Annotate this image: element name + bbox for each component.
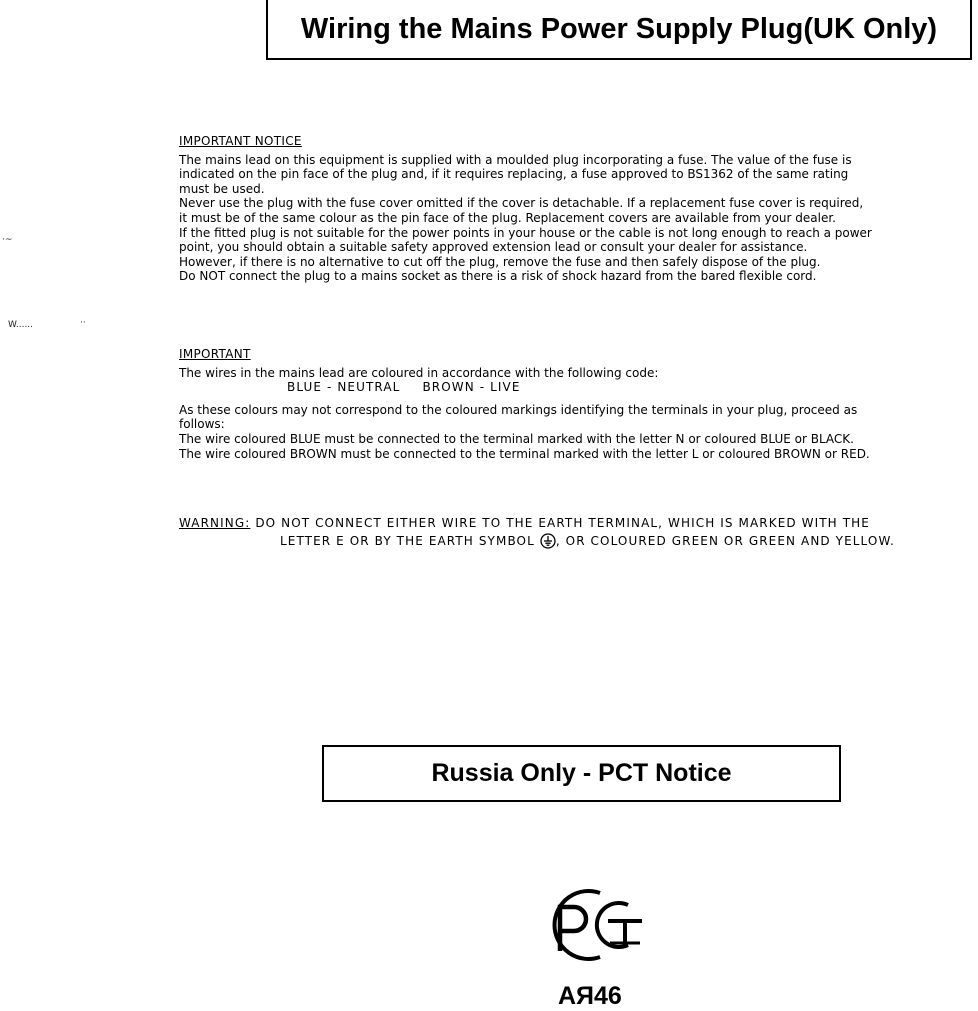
important-heading: IMPORTANT	[179, 347, 251, 361]
scan-mark: ··	[80, 318, 86, 328]
pct-code: AЯ46	[558, 982, 622, 1010]
notice-line: indicated on the pin face of the plug and, if it requires replacing, a fuse approved to BS1362 of the same rating	[179, 167, 849, 182]
important-line: The wire coloured BLUE must be connected to the terminal marked with the letter N or coloured BLUE or BLACK.	[179, 431, 854, 446]
important-line: follows:	[179, 417, 225, 432]
warning-line-2a: LETTER E OR BY THE EARTH SYMBOL	[280, 534, 535, 548]
warning-block	[179, 514, 969, 550]
warning-label: WARNING:	[179, 516, 251, 530]
important-section	[179, 347, 969, 461]
uk-title: Wiring the Mains Power Supply Plug(UK Only)	[300, 12, 938, 45]
notice-line: point, you should obtain a suitable safety approved extension lead or consult your dealer for assistance.	[179, 240, 808, 255]
warning-line-1: DO NOT CONNECT EITHER WIRE TO THE EARTH TERMINAL, WHICH IS MARKED WITH THE	[255, 516, 870, 530]
code-brown: BROWN - LIVE	[422, 380, 521, 395]
warning-line-2b: , OR COLOURED GREEN OR GREEN AND YELLOW.	[555, 534, 895, 548]
earth-symbol-icon	[540, 533, 556, 549]
notice-line: However, if there is no alternative to cut off the plug, remove the fuse and then safely dispose of the plug.	[179, 254, 821, 269]
russia-title-box	[322, 745, 841, 802]
notice-line: it must be of the same colour as the pin face of the plug. Replacement covers are available from your dealer.	[179, 210, 836, 225]
notice-line: must be used.	[179, 181, 265, 196]
notice-line: Never use the plug with the fuse cover omitted if the cover is detachable. If a replacement fuse cover is required,	[179, 196, 864, 211]
important-line: The wire coloured BROWN must be connected to the terminal marked with the letter L or coloured BROWN or RED.	[179, 446, 870, 461]
important-line: As these colours may not correspond to the coloured markings identifying the terminals in your plug, proceed as	[179, 402, 858, 417]
scan-mark: ·~	[2, 235, 13, 245]
important-notice-section	[179, 134, 969, 284]
uk-title-box	[266, 0, 972, 60]
notice-line: The mains lead on this equipment is supplied with a moulded plug incorporating a fuse. The value of the fuse is	[179, 152, 852, 167]
colour-code-line	[179, 380, 969, 395]
pct-certification-logo	[542, 885, 652, 965]
scan-mark: W......	[8, 320, 34, 330]
important-intro: The wires in the mains lead are coloured in accordance with the following code:	[179, 365, 659, 380]
code-blue: BLUE - NEUTRAL	[287, 380, 401, 395]
notice-line: Do NOT connect the plug to a mains socket as there is a risk of shock hazard from the bared flexible cord.	[179, 269, 817, 284]
important-notice-heading: IMPORTANT NOTICE	[179, 134, 302, 148]
notice-line: If the fitted plug is not suitable for the power points in your house or the cable is not long enough to reach a power	[179, 225, 872, 240]
russia-title: Russia Only - PCT Notice	[431, 759, 732, 787]
